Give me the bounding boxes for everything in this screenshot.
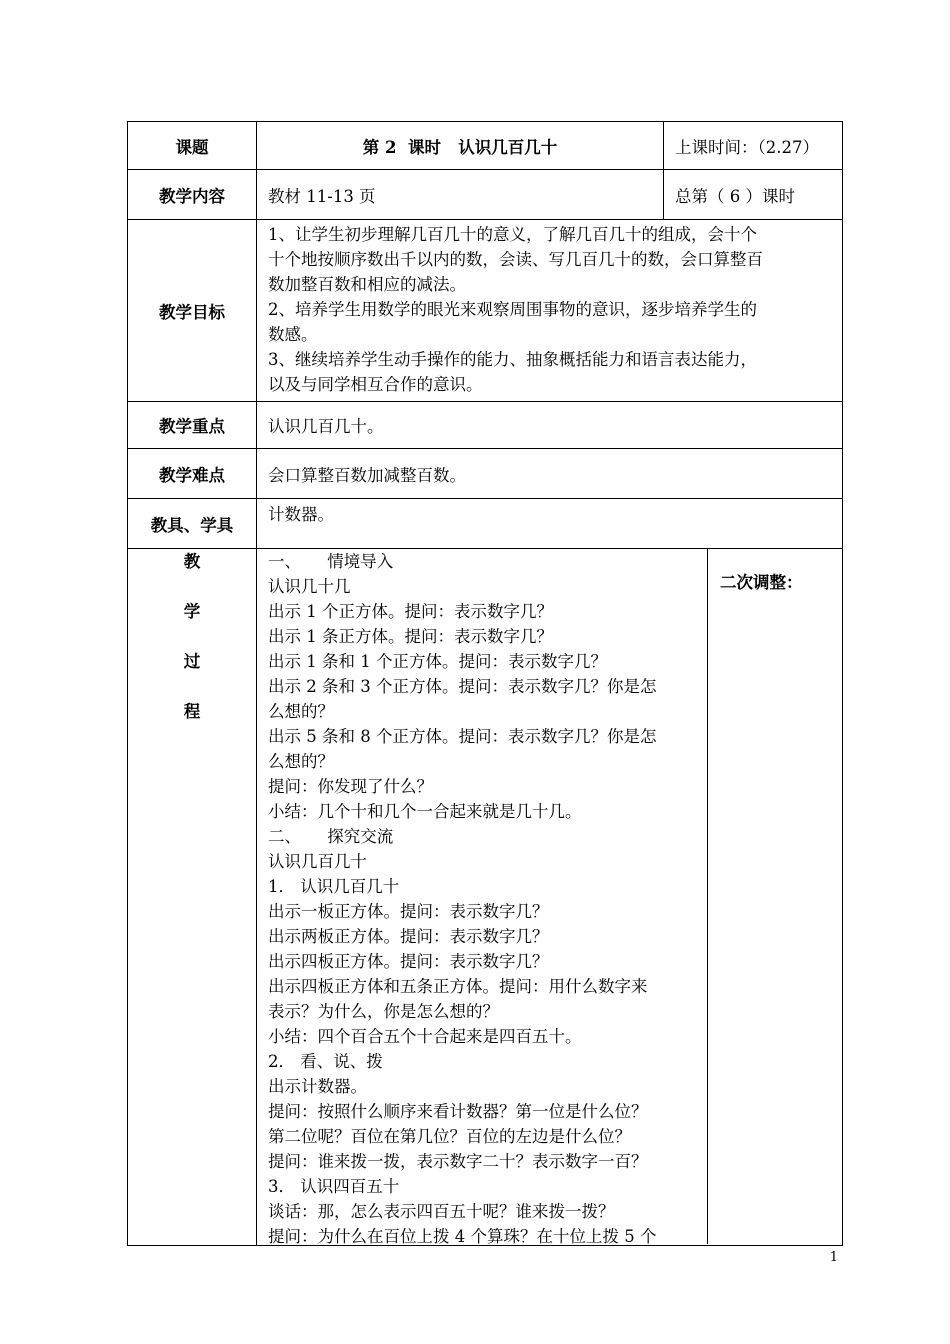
topic-label: 课题 bbox=[128, 122, 257, 170]
key-point-row bbox=[128, 402, 843, 449]
process-line: 2． 看、说、拨 bbox=[268, 1052, 383, 1071]
process-line: 出示 1 条和 1 个正方体。提问：表示数字几？ bbox=[268, 652, 607, 671]
content-row bbox=[128, 170, 843, 220]
process-line: 出示四板正方体。提问：表示数字几？ bbox=[268, 952, 549, 971]
topic-value: 第 2 课时 认识几百几十 bbox=[257, 122, 664, 170]
process-line: 么想的？ bbox=[268, 752, 334, 771]
process-label bbox=[128, 549, 257, 1246]
objective-line: 十个地按顺序数出千以内的数，会读、写几百几十的数，会口算整百 bbox=[268, 250, 763, 269]
process-label-char: 教 bbox=[183, 552, 201, 571]
tools-row bbox=[128, 499, 843, 549]
objective-line: 数加整百数和相应的减法。 bbox=[268, 275, 466, 294]
process-line: 谈话：那，怎么表示四百五十呢？谁来拨一拨？ bbox=[268, 1202, 615, 1221]
objectives-row bbox=[128, 220, 843, 402]
objective-line: 以及与同学相互合作的意识。 bbox=[268, 375, 483, 394]
objectives-label: 教学目标 bbox=[128, 220, 257, 402]
process-line: 出示一板正方体。提问：表示数字几？ bbox=[268, 902, 549, 921]
content-label: 教学内容 bbox=[128, 170, 257, 220]
page-number: 1 bbox=[829, 1250, 838, 1265]
process-body bbox=[257, 549, 843, 1246]
process-line: 认识几百几十 bbox=[268, 852, 367, 871]
content-value: 教材 11-13 页 bbox=[257, 170, 664, 220]
process-line: 小结：几个十和几个一合起来就是几十几。 bbox=[268, 802, 582, 821]
objective-line: 3、继续培养学生动手操作的能力、抽象概括能力和语言表达能力， bbox=[268, 350, 757, 369]
process-text bbox=[257, 549, 707, 1244]
difficulty-value: 会口算整百数加减整百数。 bbox=[257, 449, 843, 499]
tools-label: 教具、学具 bbox=[128, 499, 257, 549]
process-label-char: 程 bbox=[183, 702, 201, 721]
total-lesson: 总第（ 6 ）课时 bbox=[664, 170, 843, 220]
lesson-plan-table bbox=[127, 121, 843, 1246]
key-point-label: 教学重点 bbox=[128, 402, 257, 449]
second-adjustment: 二次调整： bbox=[707, 549, 842, 1244]
process-line: 出示 2 条和 3 个正方体。提问：表示数字几？你是怎 bbox=[268, 677, 657, 696]
process-line: 出示 5 条和 8 个正方体。提问：表示数字几？你是怎 bbox=[268, 727, 657, 746]
class-time: 上课时间：（2.27） bbox=[664, 122, 843, 170]
process-line: 提问：为什么在百位上拨 4 个算珠？在十位上拨 5 个 bbox=[268, 1227, 657, 1246]
process-line: 1． 认识几百几十 bbox=[268, 877, 400, 896]
process-line: 提问：谁来拨一拨，表示数字二十？表示数字一百？ bbox=[268, 1152, 648, 1171]
process-line: 3． 认识四百五十 bbox=[268, 1177, 400, 1196]
process-line: 么想的？ bbox=[268, 702, 334, 721]
objective-line: 数感。 bbox=[268, 325, 318, 344]
topic-row bbox=[128, 122, 843, 170]
process-label-char: 学 bbox=[183, 602, 201, 621]
process-row bbox=[128, 549, 843, 1246]
process-line: 出示两板正方体。提问：表示数字几？ bbox=[268, 927, 549, 946]
process-line: 小结：四个百合五个十合起来是四百五十。 bbox=[268, 1027, 582, 1046]
process-line: 第二位呢？百位在第几位？百位的左边是什么位？ bbox=[268, 1127, 631, 1146]
key-point-value: 认识几百几十。 bbox=[257, 402, 843, 449]
process-line: 出示 1 个正方体。提问：表示数字几？ bbox=[268, 602, 553, 621]
process-line: 一、 情境导入 bbox=[268, 552, 394, 571]
process-line: 提问：按照什么顺序来看计数器？第一位是什么位？ bbox=[268, 1102, 648, 1121]
process-line: 表示？为什么，你是怎么想的？ bbox=[268, 1002, 499, 1021]
process-line: 出示计数器。 bbox=[268, 1077, 367, 1096]
objective-line: 1、让学生初步理解几百几十的意义，了解几百几十的组成，会十个 bbox=[268, 225, 757, 244]
objectives-text bbox=[257, 220, 843, 402]
process-line: 二、 探究交流 bbox=[268, 827, 394, 846]
process-line: 出示 1 条正方体。提问：表示数字几？ bbox=[268, 627, 553, 646]
tools-value: 计数器。 bbox=[257, 499, 843, 549]
difficulty-label: 教学难点 bbox=[128, 449, 257, 499]
objective-line: 2、培养学生用数学的眼光来观察周围事物的意识，逐步培养学生的 bbox=[268, 300, 757, 319]
process-line: 出示四板正方体和五条正方体。提问：用什么数字来 bbox=[268, 977, 648, 996]
process-line: 提问：你发现了什么？ bbox=[268, 777, 433, 796]
process-label-char: 过 bbox=[183, 652, 201, 671]
process-line: 认识几十几 bbox=[268, 577, 351, 596]
difficulty-row bbox=[128, 449, 843, 499]
